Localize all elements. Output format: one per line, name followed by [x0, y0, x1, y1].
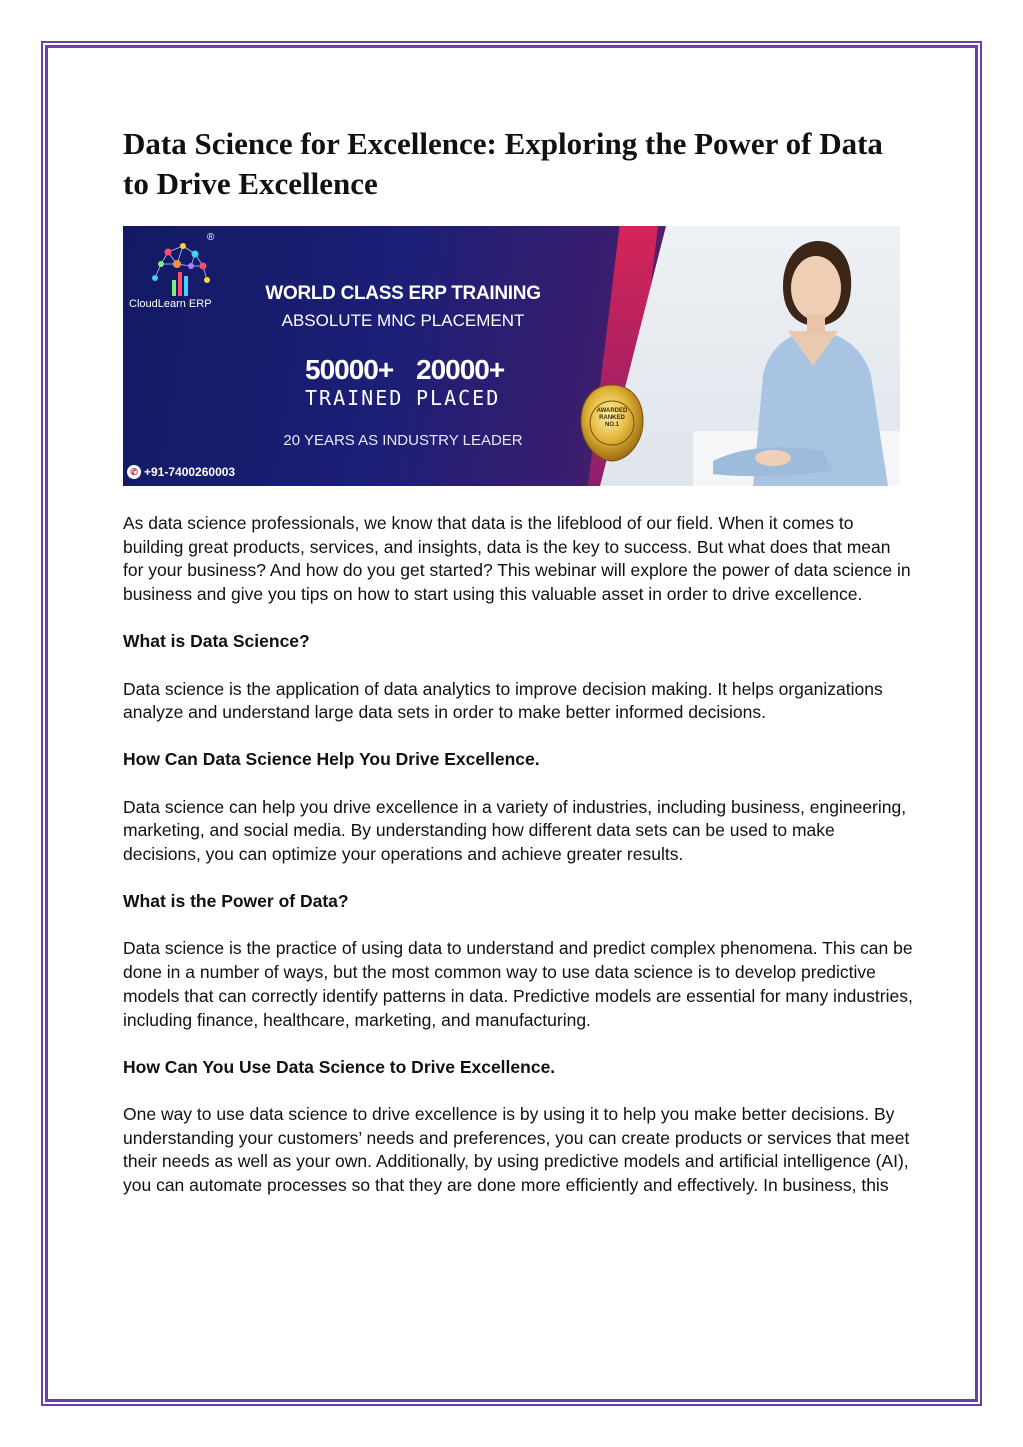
stat-value: 50000+ [305, 354, 394, 385]
section-paragraph: Data science is the application of data analytics to improve decision making. It helps organizations analyze and understand large data sets in order to make better informed decisions. [123, 678, 883, 723]
page-title: Data Science for Excellence: Exploring the Power of Data to Drive Excellence [123, 126, 883, 201]
badge-line: AWARDED [596, 408, 628, 414]
award-badge-text [577, 408, 647, 429]
stat-placed [416, 354, 526, 410]
intro-paragraph: As data science professionals, we know that data is the lifeblood of our field. When it comes to building great products, services, and insights, data is the key to success. But what does that mean for your business? And how do you get started? This webinar will explore the power of data science in business and give you tips on how to start using this valuable asset in order to drive excellence. [123, 513, 911, 605]
badge-line: NO.1 [604, 422, 619, 428]
banner-logo-text: CloudLearn ERP [129, 298, 212, 310]
banner-headline: WORLD CLASS ERP TRAINING [265, 283, 541, 304]
banner-tagline: 20 YEARS AS INDUSTRY LEADER [283, 432, 523, 449]
phone-icon: ✆ [127, 465, 141, 479]
section-heading: How Can You Use Data Science to Drive Excellence. [123, 1056, 556, 1077]
stat-value: 20000+ [416, 354, 505, 385]
section-paragraph: Data science can help you drive excellence in a variety of industries, including business, engineering, marketing, and social media. By understanding how different data sets can be used to make decisions, you can optimize your operations and achieve greater results. [123, 796, 907, 865]
cloudlearn-logo-icon [133, 234, 233, 334]
section-paragraph: Data science is the practice of using data to understand and predict complex phenomena. This can be done in a number of ways, but the most common way to use data science is to develop predictive models that can correctly identify patterns in data. Predictive models are essential for many industries, including finance, healthcare, marketing, and manufacturing. [123, 938, 913, 1030]
badge-line: RANKED [599, 415, 625, 421]
section-heading: How Can Data Science Help You Drive Excellence. [123, 749, 540, 770]
section-heading: What is Data Science? [123, 631, 310, 652]
banner-subheadline: ABSOLUTE MNC PLACEMENT [281, 311, 525, 330]
promo-banner [123, 226, 900, 486]
stat-label: TRAINED [305, 386, 404, 410]
stat-label: PLACED [416, 386, 501, 410]
article-body [123, 512, 913, 1221]
section-paragraph: One way to use data science to drive excellence is by using it to help you make better decisions. By understanding your customers’ needs and preferences, you can create products or services that meet their needs as well as your own. Additionally, by using predictive models and artificial intelligence (AI), you can automate processes so that they are done more efficiently and effectively. In business, this [123, 1103, 910, 1196]
woman-photo-illustration [693, 226, 900, 486]
phone-number: +91-7400260003 [144, 465, 236, 479]
stat-trained [305, 354, 415, 410]
section-heading: What is the Power of Data? [123, 891, 349, 912]
registered-mark: ® [207, 232, 215, 243]
banner-phone [127, 465, 235, 479]
